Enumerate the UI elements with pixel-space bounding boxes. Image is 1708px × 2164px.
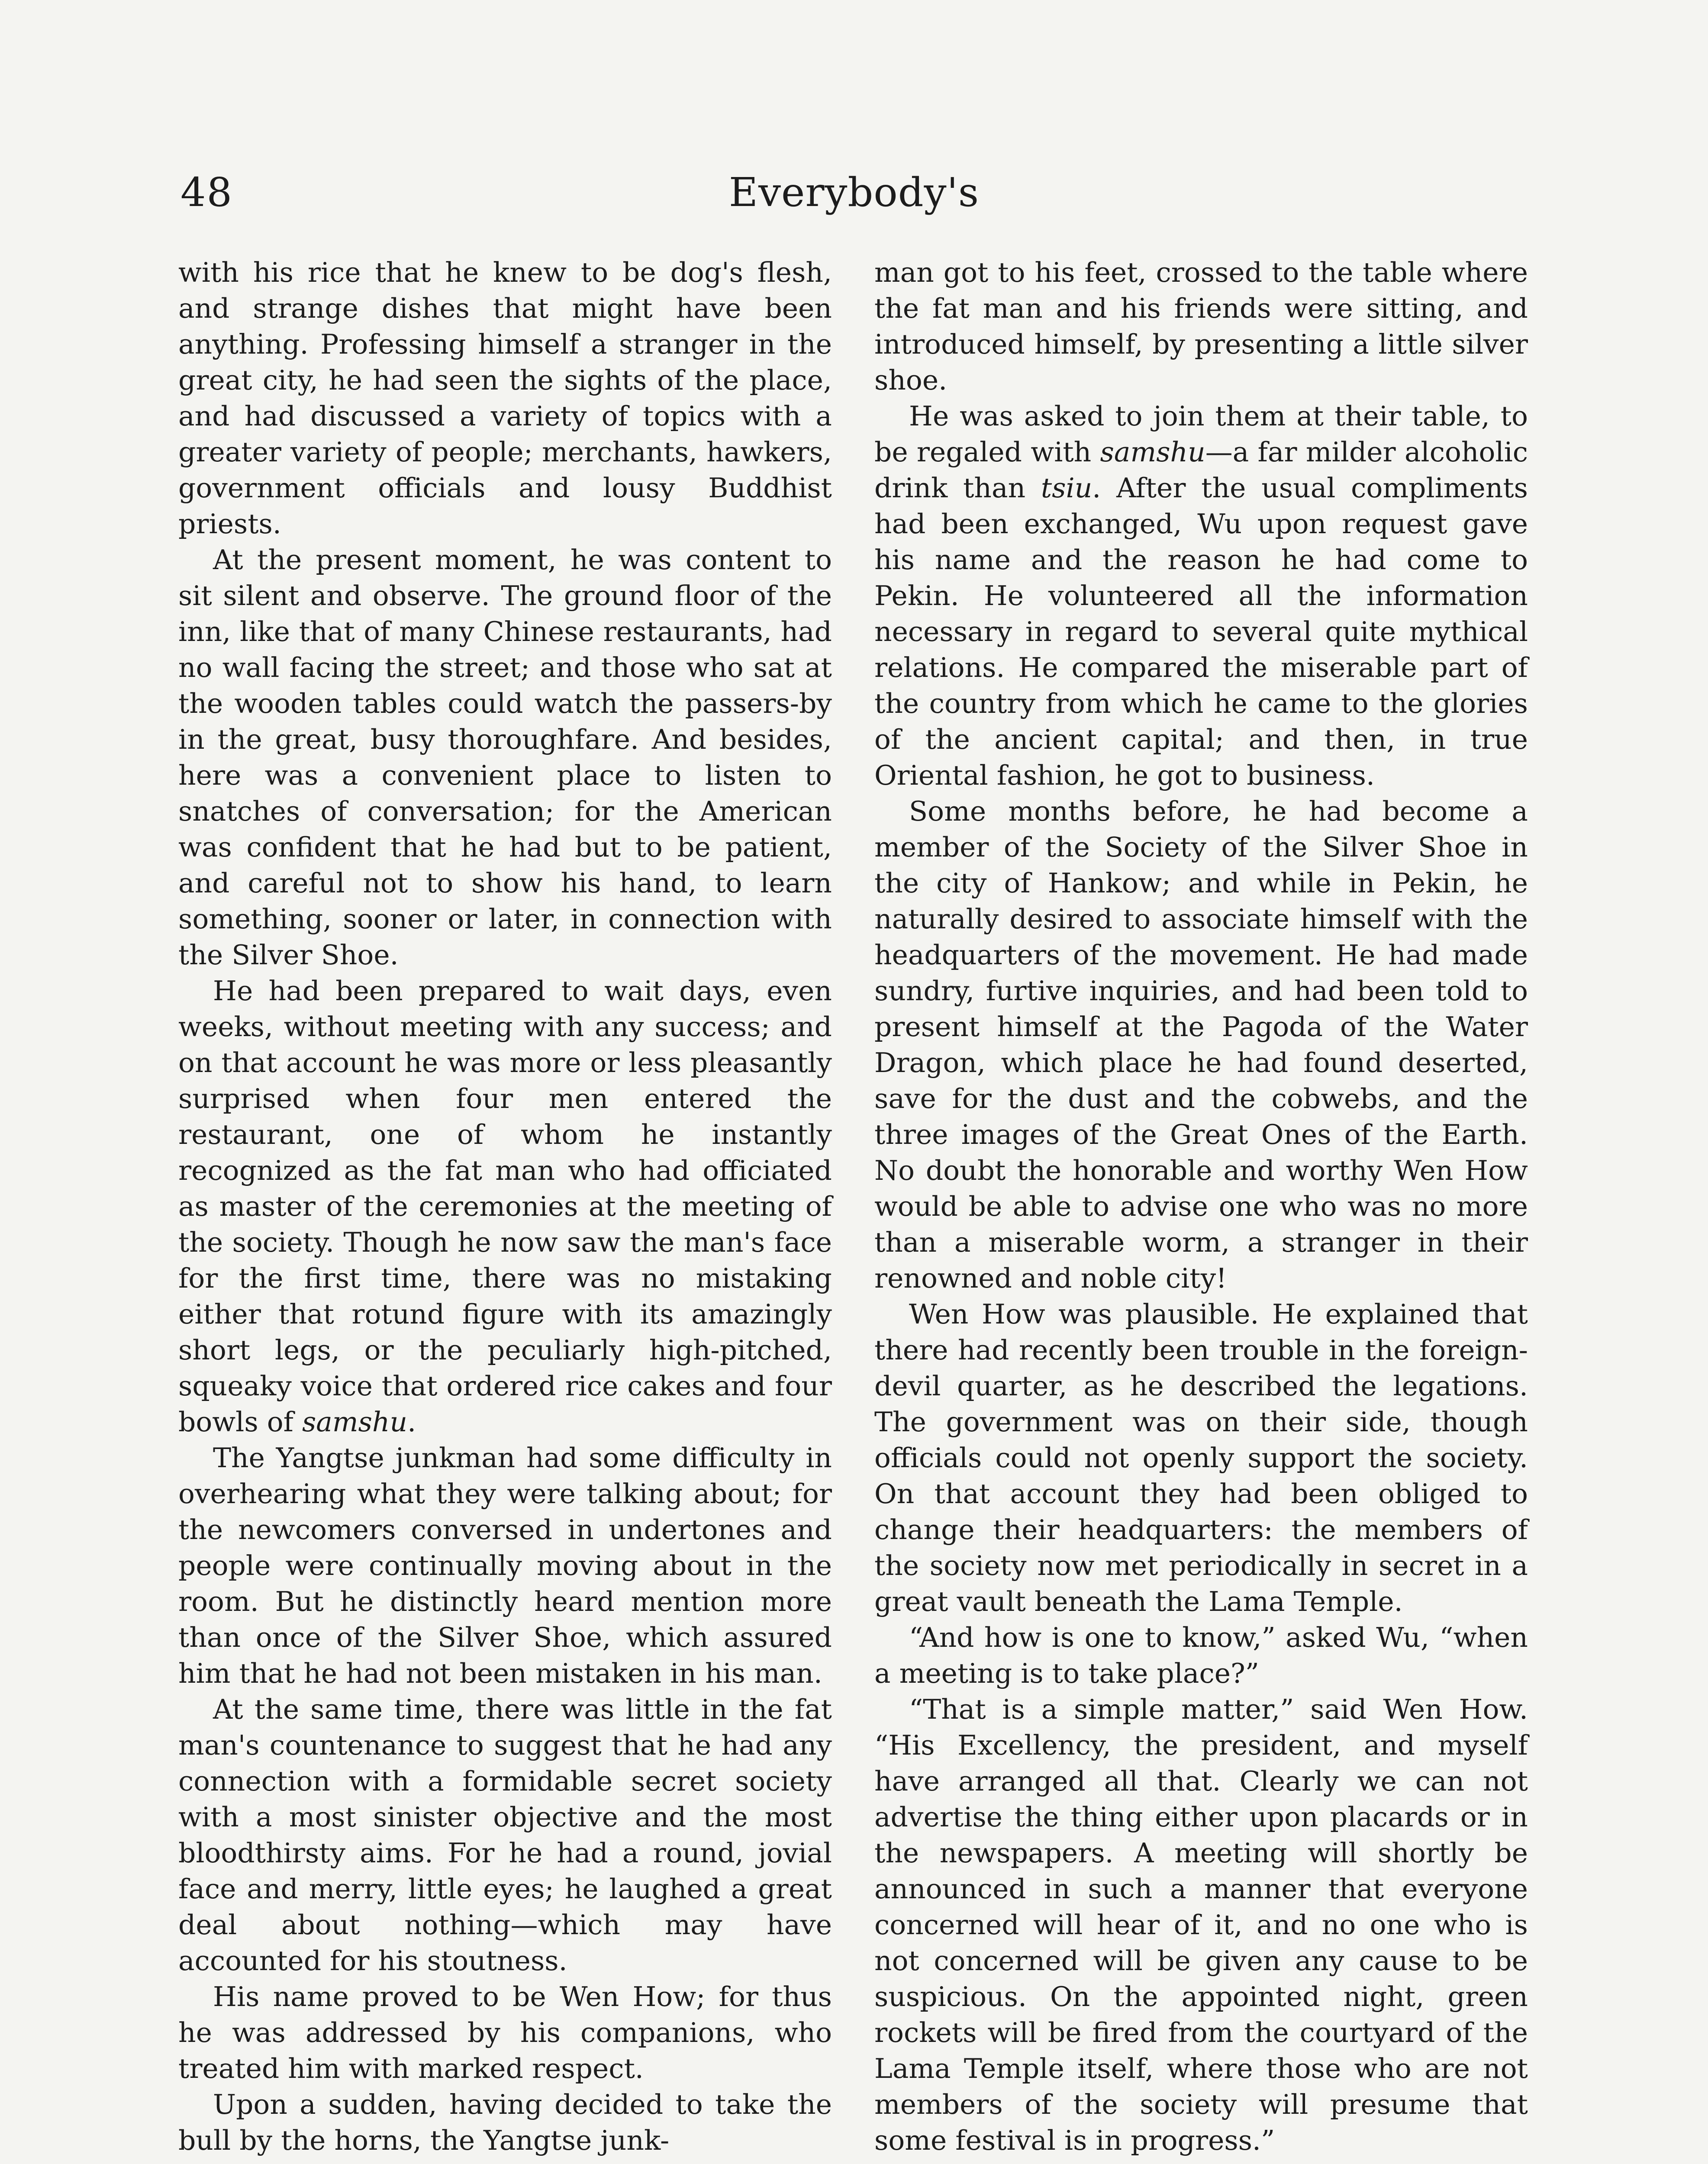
paragraph: “That is a simple matter,” said Wen How. “His Excellency, the president, and myself have arranged all that. Clearly we can not advertise the thing either upon placards or in the newspapers. A meeting will shortly be announced in such a manner that everyone concerned will hear of it, and no one who is not concerned will be given any cause to be suspicious. On the appointed night, green rockets will be fired from the courtyard of the Lama Temple itself, where those who are not members of the society will presume that some festival is in progress.” [874,1694,1528,2156]
paragraph: His name proved to be Wen How; for thus he was addressed by his companions, who treated him with marked respect. [178,1981,832,2084]
paragraph: The Yangtse junkman had some difficulty in overhearing what they were talking about; for the newcomers conversed in undertones and people were continually moving about in the room. But he distinctly heard mention more than once of the Silver Shoe, which assured him that he had not been mistaken in his man. [178,1442,832,1689]
paragraph: At the same time, there was little in the fat man's countenance to suggest that he had any connection with a formidable secret society with a most sinister objective and the most bloodthirsty aims. For he had a round, jovial face and merry, little eyes; he laughed a great deal about nothing—which may have accounted for his stoutness. [178,1694,832,1977]
paragraph [178,973,832,1440]
page-header [180,164,1528,221]
paragraph-text: He had been prepared to wait days, even weeks, without meeting with any success; and on that account he was more or less pleasantly surprised when four men entered the restaurant, one of whom he instantly recognized as the fat man who had officiated as master of the ceremonies at the meeting of the society. Though he now saw the man's face for the first time, there was no mistaking either that rotund figure with its amazingly short legs, or the peculiarly high-pitched, squeaky voice that ordered rice cakes and four bowls of samshu. [178,975,832,1438]
paragraph: man got to his feet, crossed to the table where the fat man and his friends were sitting, and introduced himself, by presenting a little silver shoe. [874,257,1528,396]
paragraph: with his rice that he knew to be dog's flesh, and strange dishes that might have been anything. Professing himself a stranger in the great city, he had seen the sights of the place, and had discussed a variety of topics with a greater variety of people; merchants, hawkers, government officials and lousy Buddhist priests. [178,257,832,540]
paragraph: He was asked to join them at their table, to be regaled with samshu—a far milder alcoholic drink than tsiu. After the usual compliments had been exchanged, Wu upon request gave his name and the reason he had come to Pekin. He volunteered all the information necessary in regard to several quite mythical relations. He compared the miserable part of the country from which he came to the glories of the ancient capital; and then, in true Oriental fashion, he got to business. [874,400,1528,791]
paragraph: At the present moment, he was content to sit silent and observe. The ground floor of the inn, like that of many Chinese restaurants, had no wall facing the street; and those who sat at the wooden tables could watch the passers-by in the great, busy thoroughfare. And besides, here was a convenient place to listen to snatches of conversation; for the American was confident that he had but to be patient, and careful not to show his hand, to learn something, sooner or later, in connection with the Silver Shoe. [178,544,832,971]
left-column [178,254,832,2158]
paragraph: Wen How was plausible. He explained that there had recently been trouble in the foreign-devil quarter, as he described the legations. The government was on their side, though officials could not openly support the society. On that account they had been obliged to change their headquarters: the members of the society now met periodically in secret in a great vault beneath the Lama Temple. [874,1298,1528,1617]
running-title: Everybody's [728,169,980,216]
page-number: 48 [180,169,233,216]
paragraph: “And how is one to know,” asked Wu, “when a meeting is to take place?” [874,1622,1528,1689]
paragraph: Upon a sudden, having decided to take the bull by the horns, the Yangtse junk- [178,2089,832,2156]
paragraph: Some months before, he had become a member of the Society of the Silver Shoe in the city of Hankow; and while in Pekin, he naturally desired to associate himself with the headquarters of the movement. He had made sundry, furtive inquiries, and had been told to present himself at the Pagoda of the Water Dragon, which place he had found deserted, save for the dust and the cobwebs, and the three images of the Great Ones of the Earth. No doubt the honorable and worthy Wen How would be able to advise one who was no more than a miserable worm, a stranger in their renowned and noble city! [874,795,1528,1294]
right-column [874,254,1528,2158]
